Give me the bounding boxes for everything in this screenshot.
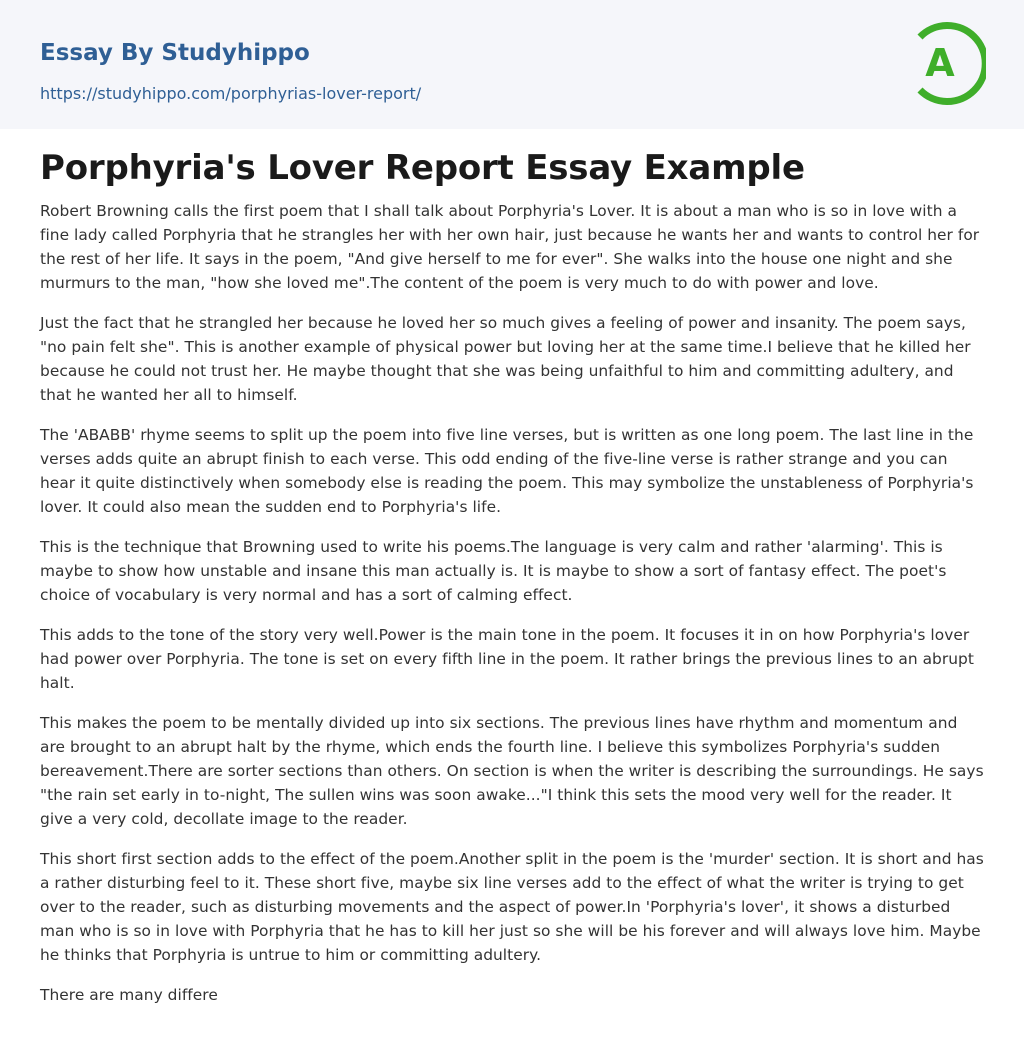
essay-paragraph-7: This short first section adds to the effect of the poem.Another split in the poem is the 'murder' section. It is short and has a rather disturbing feel to it. These short five, maybe six line verses add to the effect of what the writer is trying to get over to the reader, such as disturbing movements and the aspect of power.In 'Porphyria's lover', it shows a disturbed man who is so in love with Porphyria that he has to kill her just so she will be his forever and will always love him. Maybe he thinks that Porphyria is untrue to him or committing adultery.: [40, 850, 984, 964]
brand-title[interactable]: Essay By Studyhippo: [40, 40, 310, 66]
source-url-link[interactable]: https://studyhippo.com/porphyrias-lover-report/: [40, 84, 422, 103]
essay-paragraph-6: This makes the poem to be mentally divided up into six sections. The previous lines have rhythm and momentum and are brought to an abrupt halt by the rhyme, which ends the fourth line. I believe this symbolizes Porphyria's sudden bereavement.There are sorter sections than others. On section is when the writer is describing the surroundings. He says "the rain set early in to-night, The sullen wins was soon awake..."I think this sets the mood very well for the reader. It give a very cold, decollate image to the reader.: [40, 714, 984, 828]
essay-paragraph-3: The 'ABABB' rhyme seems to split up the poem into five line verses, but is written as one long poem. The last line in the verses adds quite an abrupt finish to each verse. This odd ending of the five-line verse is rather strange and you can hear it quite distinctively when somebody else is reading the poem. This may symbolize the unstableness of Porphyria's lover. It could also mean the sudden end to Porphyria's life.: [40, 426, 974, 516]
essay-content: [40, 129, 984, 1023]
site-header: [0, 0, 1024, 129]
essay-title: Porphyria's Lover Report Essay Example: [40, 148, 805, 188]
studyhippo-logo[interactable]: [906, 20, 986, 106]
essay-paragraph-4: This is the technique that Browning used to write his poems.The language is very calm and rather 'alarming'. This is maybe to show how unstable and insane this man actually is. It is maybe to show a sort of fantasy effect. The poet's choice of vocabulary is very normal and has a sort of calming effect.: [40, 538, 947, 604]
logo-letter: A: [925, 41, 955, 85]
essay-paragraph-8: There are many differe: [40, 986, 218, 1004]
essay-paragraph-1: Robert Browning calls the first poem that I shall talk about Porphyria's Lover. It is about a man who is so in love with a fine lady called Porphyria that he strangles her with her own hair, just because he wants her and wants to control her for the rest of her life. It says in the poem, "And give herself to me for ever". She walks into the house one night and she murmurs to the man, "how she loved me".The content of the poem is very much to do with power and love.: [40, 202, 980, 292]
essay-paragraph-2: Just the fact that he strangled her because he loved her so much gives a feeling of power and insanity. The poem says, "no pain felt she". This is another example of physical power but loving her at the same time.I believe that he killed her because he could not trust her. He maybe thought that she was being unfaithful to him and committing adultery, and that he wanted her all to himself.: [40, 314, 971, 404]
essay-paragraph-5: This adds to the tone of the story very well.Power is the main tone in the poem. It focuses it in on how Porphyria's lover had power over Porphyria. The tone is set on every fifth line in the poem. It rather brings the previous lines to an abrupt halt.: [40, 626, 974, 692]
circle-a-logo-icon: [906, 20, 986, 106]
